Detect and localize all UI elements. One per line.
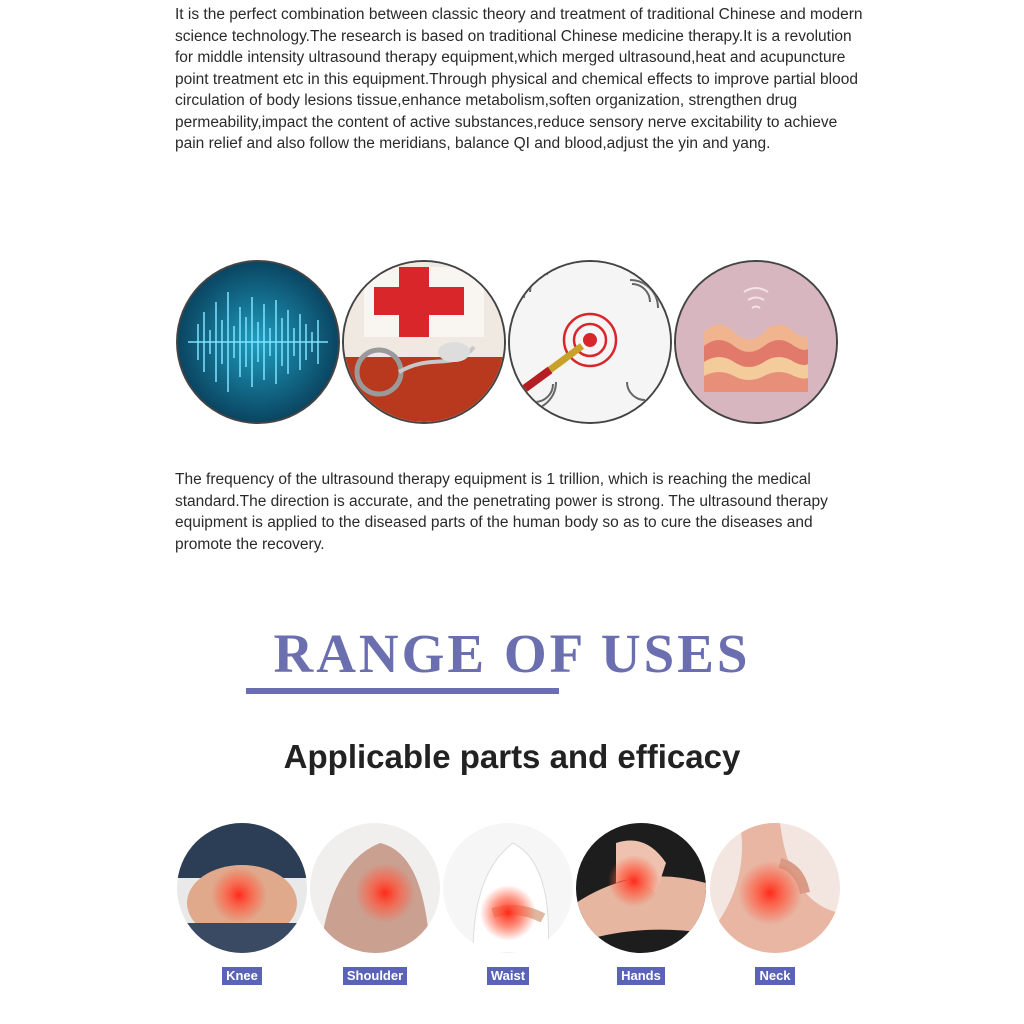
acupuncture-target-icon — [510, 262, 670, 422]
hands-pain-icon — [576, 823, 706, 953]
body-part-label: Hands — [617, 967, 665, 985]
medical-kit-image — [344, 262, 504, 422]
sound-wave-image — [178, 262, 338, 422]
intro-paragraph: It is the perfect combination between classic theory and treatment of traditional Chinese and modern science technology.The research is based on traditional Chinese medicine therapy.It is a revolution for middle intensity ultrasound therapy equipment,which merged ultrasound,heat and acupuncture point treatment etc in this equipment.Through physical and chemical effects to improve partial blood circulation of body lesions tissue,enhance metabolism,soften organization, strengthen drug permeability,impact the content of active substances,reduce sensory nerve excitability to achieve pain relief and also follow the meridians, balance QI and blood,adjust the yin and yang. — [175, 6, 863, 152]
body-part-label: Knee — [222, 967, 262, 985]
body-part-shoulder — [310, 823, 440, 985]
title-underline — [246, 688, 559, 694]
sound-wave-icon — [178, 262, 338, 422]
body-part-waist — [443, 823, 573, 985]
waist-pain-icon — [443, 823, 573, 953]
knee-photo — [177, 823, 307, 953]
neck-pain-icon — [710, 823, 840, 953]
frequency-paragraph: The frequency of the ultrasound therapy equipment is 1 trillion, which is reaching the medical standard.The direction is accurate, and the penetrating power is strong. The ultrasound therapy equipment is applied to the diseased parts of the human body so as to cure the diseases and promote the recovery. — [175, 471, 828, 553]
body-part-label: Neck — [755, 967, 794, 985]
body-part-neck — [710, 823, 840, 985]
body-part-label: Shoulder — [343, 967, 407, 985]
section-subtitle: Applicable parts and efficacy — [283, 738, 741, 775]
body-part-hands — [576, 823, 706, 985]
neck-photo — [710, 823, 840, 953]
section-title: RANGE OF USES — [273, 623, 751, 684]
body-part-knee — [177, 823, 307, 985]
waist-photo — [443, 823, 573, 953]
skin-tissue-image — [676, 262, 836, 422]
shoulder-photo — [310, 823, 440, 953]
skin-tissue-icon — [676, 262, 836, 422]
body-part-label: Waist — [487, 967, 529, 985]
acupuncture-image — [510, 262, 670, 422]
shoulder-pain-icon — [310, 823, 440, 953]
knee-pain-icon — [177, 823, 307, 953]
hands-photo — [576, 823, 706, 953]
medical-kit-icon — [344, 262, 504, 422]
